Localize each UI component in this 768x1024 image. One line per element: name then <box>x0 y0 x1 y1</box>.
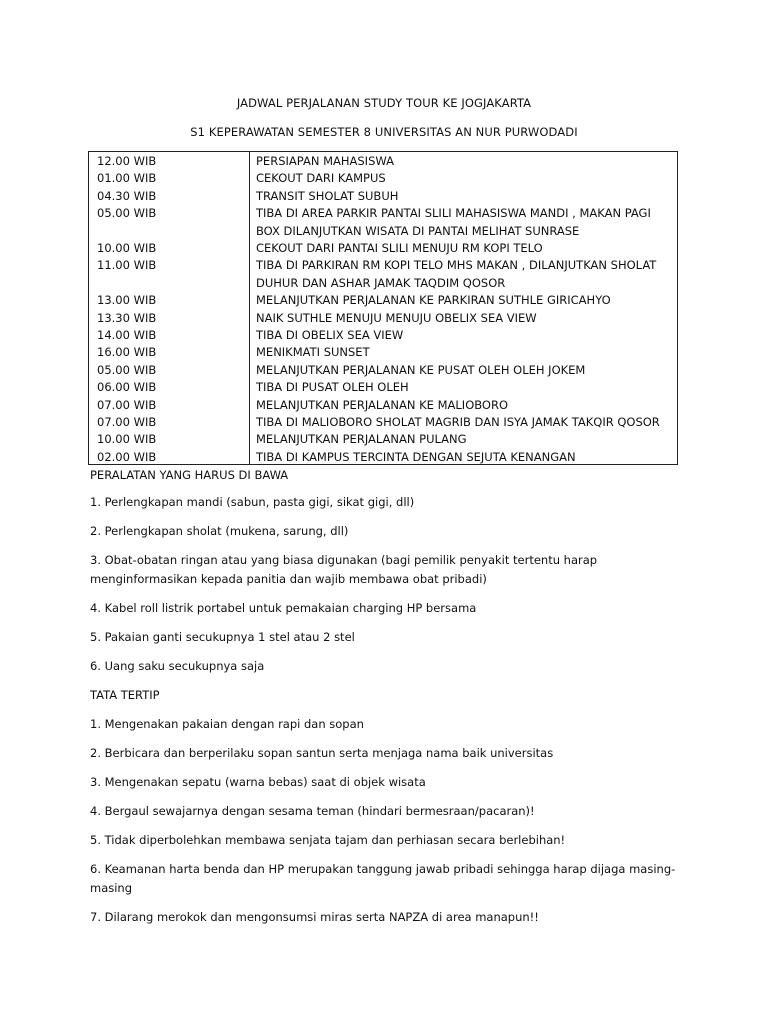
list-item: 5. Tidak diperbolehkan membawa senjata tajam dan perhiasan secara berlebihan! <box>90 833 566 847</box>
schedule-activity: TIBA DI KAMPUS TERCINTA DENGAN SEJUTA KENANGAN <box>256 449 576 464</box>
schedule-time: 02.00 WIB <box>97 449 157 464</box>
schedule-time: 01.00 WIB <box>97 171 157 186</box>
schedule-time: 07.00 WIB <box>97 415 157 429</box>
document-title: JADWAL PERJALANAN STUDY TOUR KE JOGJAKARTA <box>236 96 532 110</box>
schedule-activity: MELANJUTKAN PERJALANAN KE MALIOBORO <box>256 397 509 412</box>
list-item: 6. Keamanan harta benda dan HP merupakan tanggung jawab pribadi sehingga harap dijaga masing-masing <box>90 862 676 895</box>
schedule-table <box>88 151 678 465</box>
list-item: 2. Berbicara dan berperilaku sopan santun serta menjaga nama baik universitas <box>90 746 554 760</box>
schedule-time: 05.00 WIB <box>97 362 157 377</box>
list-item: 7. Dilarang merokok dan mengonsumsi miras serta NAPZA di area manapun!! <box>90 910 539 924</box>
schedule-activity: MELANJUTKAN PERJALANAN PULANG <box>256 432 467 447</box>
list-item: 1. Mengenakan pakaian dengan rapi dan sopan <box>90 717 364 731</box>
schedule-time: 16.00 WIB <box>97 345 157 360</box>
list-item: 3. Mengenakan sepatu (warna bebas) saat di objek wisata <box>90 775 426 789</box>
rules-heading: TATA TERTIP <box>90 688 160 702</box>
schedule-activity: MENIKMATI SUNSET <box>256 345 370 360</box>
list-item: 6. Uang saku secukupnya saja <box>90 659 265 673</box>
equipment-heading: PERALATAN YANG HARUS DI BAWA <box>90 468 289 482</box>
schedule-time: 05.00 WIB <box>97 206 157 221</box>
schedule-activity: CEKOUT DARI KAMPUS <box>256 171 386 186</box>
document-subtitle: S1 KEPERAWATAN SEMESTER 8 UNIVERSITAS AN NUR PURWODADI <box>190 125 578 139</box>
schedule-time: 07.00 WIB <box>97 397 157 412</box>
schedule-activity: TIBA DI OBELIX SEA VIEW <box>256 328 404 342</box>
list-item: 3. Obat-obatan ringan atau yang biasa digunakan (bagi pemilik penyakit tertentu harap menginformasikan kepada panitia dan wajib membawa obat pribadi) <box>90 553 598 586</box>
schedule-time: 11.00 WIB <box>97 258 157 273</box>
schedule-time: 10.00 WIB <box>97 432 157 447</box>
schedule-activity: TIBA DI PARKIRAN RM KOPI TELO MHS MAKAN , DILANJUTKAN SHOLAT DUHUR DAN ASHAR JAMAK TAQDIM QOSOR <box>256 258 657 290</box>
schedule-activity: TIBA DI MALIOBORO SHOLAT MAGRIB DAN ISYA JAMAK TAKQIR QOSOR <box>256 415 660 429</box>
schedule-activity: PERSIAPAN MAHASISWA <box>256 154 394 168</box>
schedule-time: 14.00 WIB <box>97 328 157 342</box>
schedule-activity: TIBA DI AREA PARKIR PANTAI SLILI MAHASISWA MANDI , MAKAN PAGI BOX DILANJUTKAN WISATA DI PANTAI MELIHAT SUNRASE <box>256 206 651 238</box>
list-item: 4. Bergaul sewajarnya dengan sesama teman (hindari bermesraan/pacaran)! <box>90 804 535 818</box>
schedule-time: 13.00 WIB <box>97 293 157 308</box>
schedule-time: 13.30 WIB <box>97 310 157 325</box>
schedule-activity: TRANSIT SHOLAT SUBUH <box>256 188 399 203</box>
list-item: 2. Perlengkapan sholat (mukena, sarung, dll) <box>90 524 349 538</box>
schedule-time: 04.30 WIB <box>97 188 157 203</box>
schedule-time: 12.00 WIB <box>97 154 157 168</box>
list-item: 1. Perlengkapan mandi (sabun, pasta gigi, sikat gigi, dll) <box>90 495 415 509</box>
list-item: 5. Pakaian ganti secukupnya 1 stel atau 2 stel <box>90 630 355 644</box>
table-column-divider <box>249 152 250 464</box>
schedule-time: 10.00 WIB <box>97 241 157 255</box>
list-item: 4. Kabel roll listrik portabel untuk pemakaian charging HP bersama <box>90 601 477 615</box>
schedule-activity: TIBA DI PUSAT OLEH OLEH <box>256 380 409 395</box>
schedule-activity: NAIK SUTHLE MENUJU MENUJU OBELIX SEA VIEW <box>256 310 537 325</box>
schedule-activity: MELANJUTKAN PERJALANAN KE PARKIRAN SUTHLE GIRICAHYO <box>256 293 611 308</box>
schedule-activity: MELANJUTKAN PERJALANAN KE PUSAT OLEH OLEH JOKEM <box>256 362 586 377</box>
schedule-time: 06.00 WIB <box>97 380 157 395</box>
schedule-activity: CEKOUT DARI PANTAI SLILI MENUJU RM KOPI TELO <box>256 241 543 255</box>
